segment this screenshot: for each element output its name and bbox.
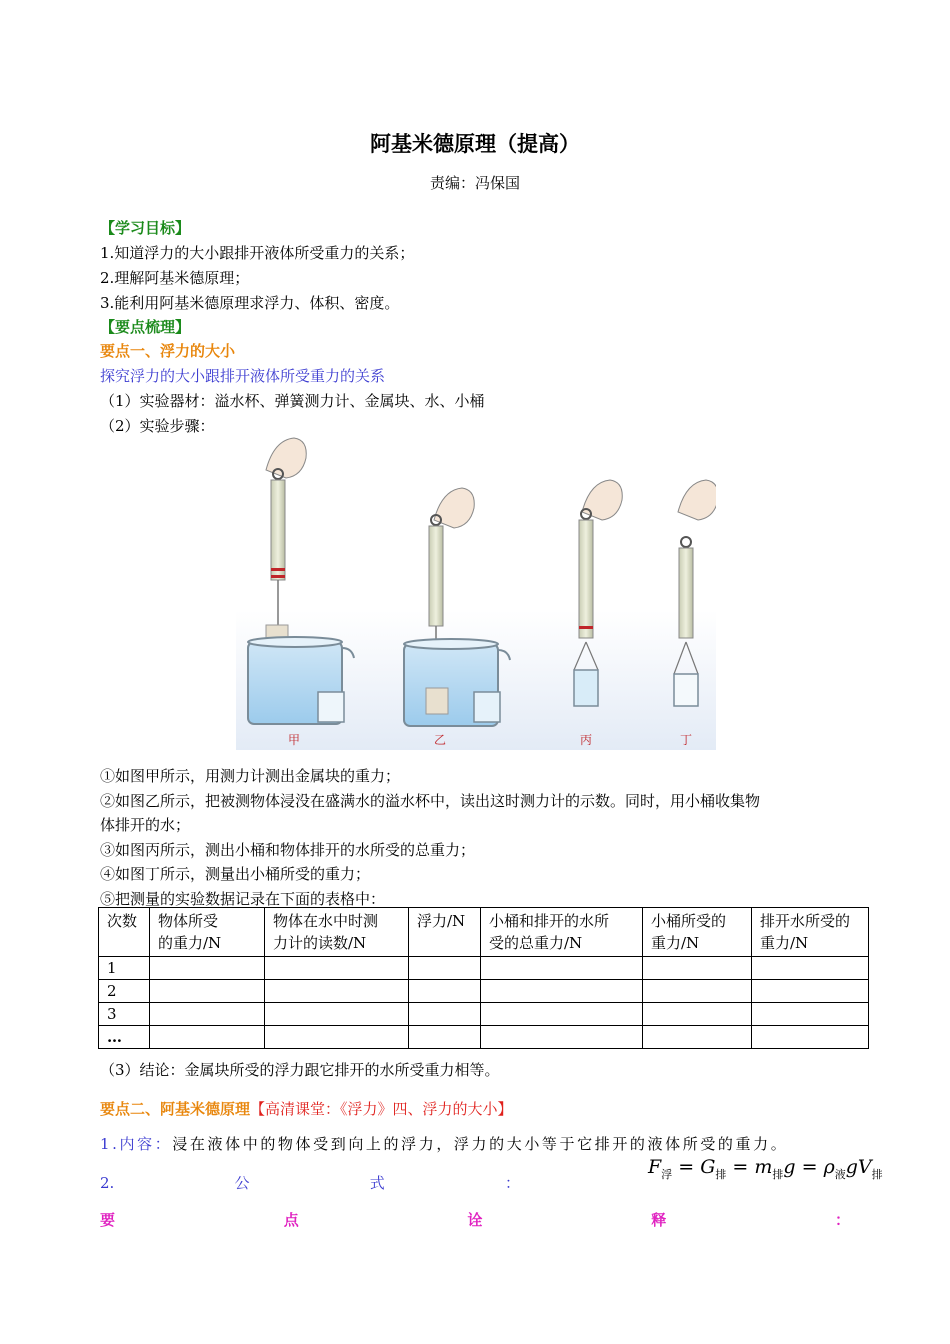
explain-label-line: [100, 1210, 850, 1230]
content-text: 浸在液体中的物体受到向上的浮力，浮力的大小等于它排开的液体所受的重力。: [172, 1135, 789, 1153]
formula-label-line: [100, 1173, 520, 1193]
conclusion-text: （3）结论：金属块所受的浮力跟它排开的水所受重力相等。: [100, 1061, 500, 1079]
figure-label-bing: 丙: [579, 733, 593, 747]
row-number: …: [99, 1026, 150, 1049]
author-line: 责编：冯保国: [429, 174, 520, 192]
row-number: 2: [99, 980, 150, 1003]
goal-item: 2.理解阿基米德原理；: [100, 269, 250, 287]
formula-label-part: 公: [234, 1174, 250, 1192]
formula-label-part: 式: [369, 1174, 385, 1192]
step-item: ①如图甲所示，用测力计测出金属块的重力；: [100, 767, 401, 785]
point2-heading-line: [100, 1099, 513, 1119]
explain-label-part: 要: [100, 1211, 116, 1229]
steps-label: （2）实验步骤：: [100, 417, 215, 435]
figure-label-ding: 丁: [679, 733, 693, 747]
point1-heading: 要点一、浮力的大小: [100, 342, 236, 360]
archimedes-formula: $F_浮 = G_排 = m_排g = \rho_液gV_排$: [648, 1156, 883, 1181]
overflow-cup-jia: [248, 637, 354, 724]
point1-subheading: 探究浮力的大小跟排开液体所受重力的关系: [100, 367, 386, 385]
step-item: ④如图丁所示，测量出小桶所受的重力；: [100, 865, 371, 883]
step-item: 体排开的水；: [100, 816, 191, 834]
explain-label-part: ：: [834, 1211, 850, 1229]
formula-label-part: 2.: [100, 1174, 115, 1192]
overflow-cup-yi: [404, 639, 510, 726]
content-label: 1.内容：: [100, 1135, 173, 1153]
page-title: 阿基米德原理（提高）: [370, 132, 580, 156]
table-header-row: [99, 908, 869, 957]
step-item: ⑤把测量的实验数据记录在下面的表格中：: [100, 890, 386, 908]
table-header-cell: 排开水所受的 重力/N: [752, 908, 869, 957]
table-row: [99, 1026, 869, 1049]
explain-label-part: 点: [283, 1211, 299, 1229]
summary-heading: 【要点梳理】: [100, 318, 191, 336]
goal-item: 3.能利用阿基米德原理求浮力、体积、密度。: [100, 294, 400, 312]
table-row: [99, 1003, 869, 1026]
goal-item: 1.知道浮力的大小跟排开液体所受重力的关系；: [100, 244, 415, 262]
step-item: ③如图丙所示，测出小桶和物体排开的水所受的总重力；: [100, 841, 476, 859]
table-row: [99, 980, 869, 1003]
step-item: ②如图乙所示，把被测物体浸没在盛满水的溢水杯中，读出这时测力计的示数。同时，用小桶收集物: [100, 792, 761, 810]
point2-heading: 要点二、阿基米德原理: [100, 1100, 251, 1118]
table-header-cell: 小桶所受的 重力/N: [643, 908, 752, 957]
equipment-text: （1）实验器材：溢水杯、弹簧测力计、金属块、水、小桶: [100, 392, 485, 410]
table-row: [99, 957, 869, 980]
goals-heading: 【学习目标】: [100, 219, 191, 237]
point2-link[interactable]: 【高清课堂：《浮力》四、浮力的大小】: [250, 1100, 513, 1118]
formula-label-part: ：: [504, 1174, 520, 1192]
table-header-cell: 次数: [99, 908, 150, 957]
figure-label-jia: 甲: [287, 733, 301, 747]
figure-label-yi: 乙: [433, 733, 447, 747]
explain-label-part: 释: [651, 1211, 667, 1229]
table-header-cell: 物体所受 的重力/N: [150, 908, 265, 957]
data-table: [98, 907, 869, 1049]
table-header-cell: 小桶和排开的水所 受的总重力/N: [481, 908, 643, 957]
table-header-cell: 浮力/N: [409, 908, 481, 957]
table-header-cell: 物体在水中时测 力计的读数/N: [265, 908, 409, 957]
experiment-figure: [236, 430, 716, 750]
explain-label-part: 诠: [467, 1211, 483, 1229]
row-number: 1: [99, 957, 150, 980]
content-line: [100, 1134, 788, 1154]
row-number: 3: [99, 1003, 150, 1026]
